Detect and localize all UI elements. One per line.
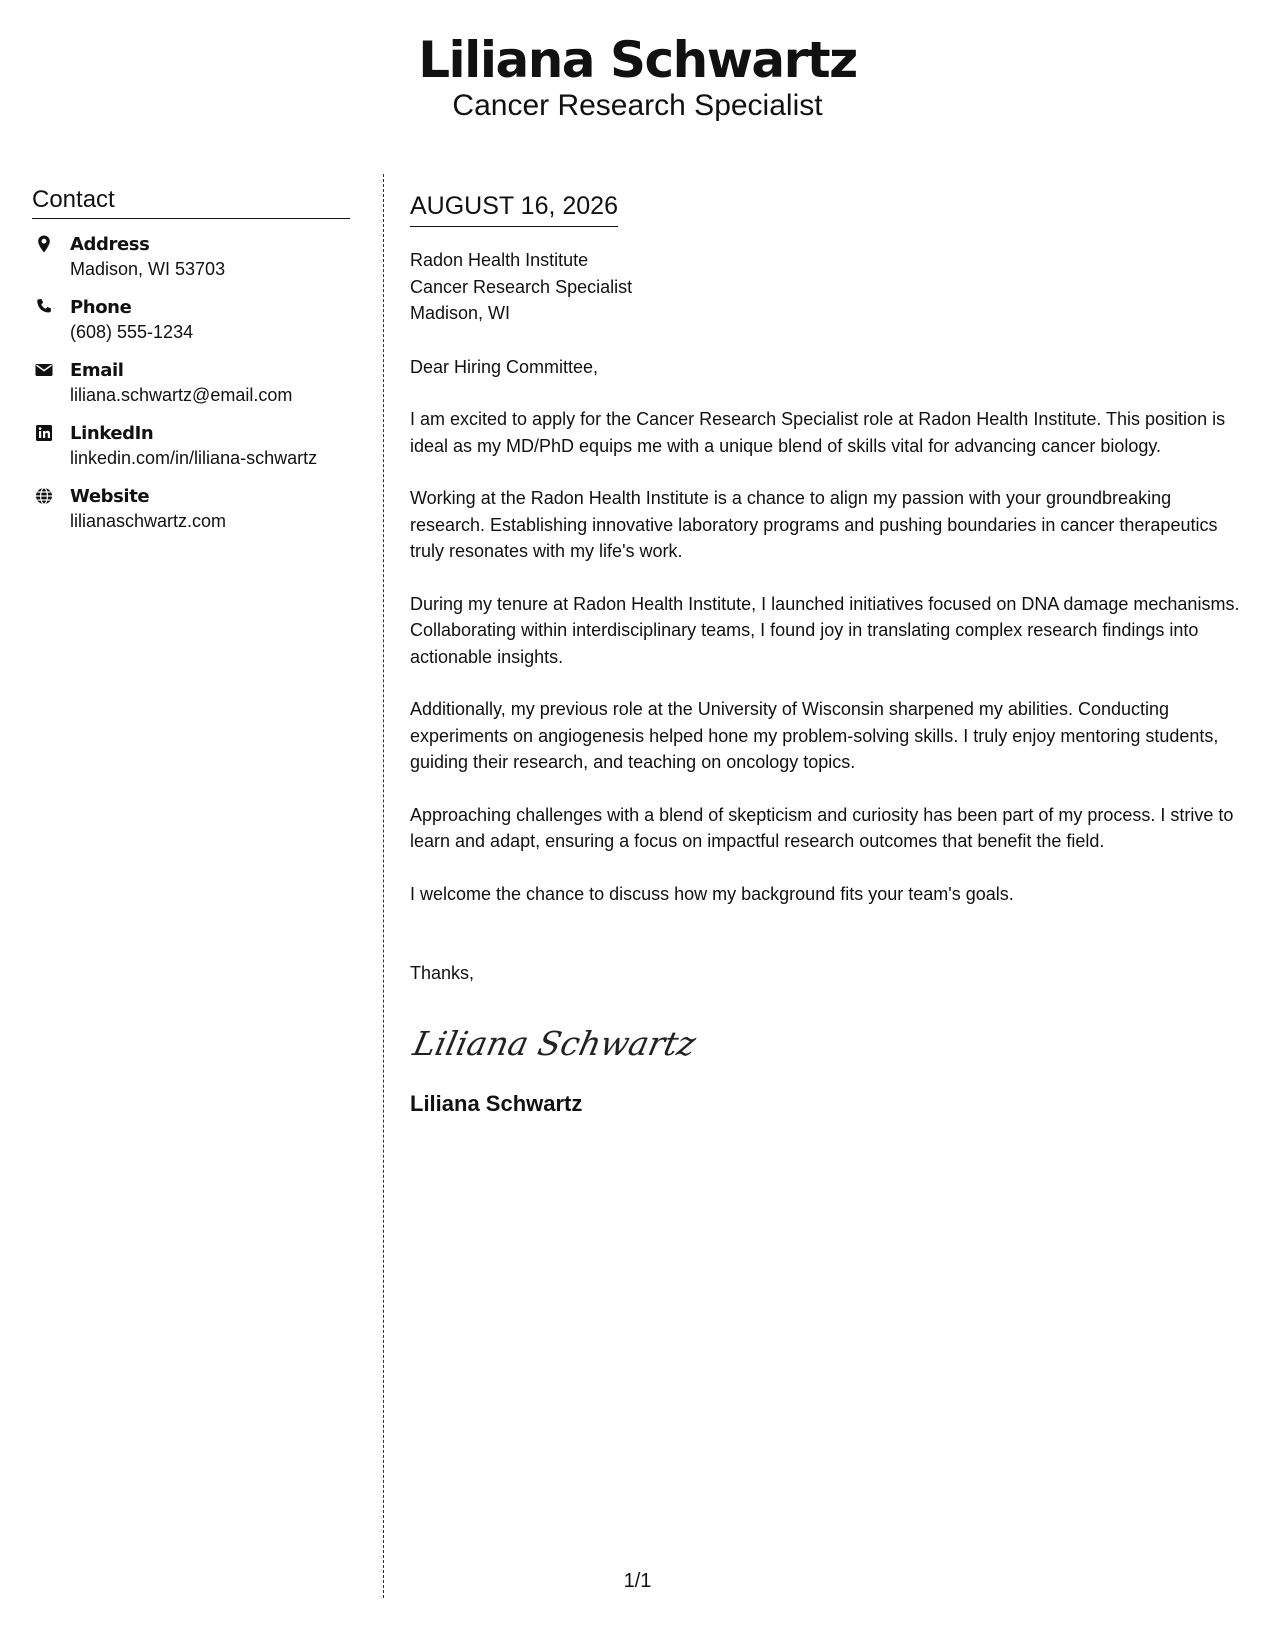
- letter-paragraph: During my tenure at Radon Health Institute, I launched initiatives focused on DNA damage mechanisms. Collaborating within interdisciplinary teams, I found joy in translating complex research findings into actionable insights.: [410, 593, 1240, 667]
- contact-item-linkedin: [32, 422, 350, 471]
- contact-label: Email: [70, 359, 124, 381]
- contact-sidebar: [32, 186, 350, 534]
- contact-heading: Contact: [32, 186, 350, 219]
- recipient-company: Radon Health Institute: [410, 250, 589, 270]
- handwritten-signature: [410, 1015, 1250, 1071]
- salutation: Dear Hiring Committee,: [410, 356, 599, 377]
- phone-icon: [34, 297, 54, 317]
- letter-paragraph: Additionally, my previous role at the University of Wisconsin sharpened my abilities. Conducting experiments on angiogenesis helped hone my problem-solving skills. I truly enjoy mentoring students, guiding their research, and teaching on oncology topics.: [410, 699, 1219, 772]
- envelope-icon: [34, 360, 54, 380]
- page-number: 1/1: [623, 1570, 652, 1592]
- contact-item-address: [32, 233, 350, 282]
- recipient-block: [410, 247, 1250, 327]
- letter-paragraph: Working at the Radon Health Institute is a chance to align my passion with your groundbreaking research. Establishing innovative laboratory programs and pushing boundaries in cancer therapeutics truly resonates with my life's work.: [410, 488, 1218, 561]
- contact-label: Website: [70, 485, 150, 507]
- contact-label: Address: [70, 233, 150, 255]
- contact-item-phone: [32, 296, 350, 345]
- signature-text: Liliana Schwartz: [409, 1023, 700, 1063]
- document-header: [0, 28, 1275, 122]
- contact-label: LinkedIn: [70, 422, 154, 444]
- recipient-position: Cancer Research Specialist: [410, 276, 633, 297]
- applicant-role: Cancer Research Specialist: [452, 89, 823, 122]
- email-value: liliana.schwartz@email.com: [70, 384, 293, 405]
- column-divider: [383, 174, 384, 1598]
- letter-paragraph: Approaching challenges with a blend of skepticism and curiosity has been part of my process. I strive to learn and adapt, ensuring a focus on impactful research outcomes that benefit the field.: [410, 804, 1234, 851]
- linkedin-icon: [34, 423, 54, 443]
- letter-date: AUGUST 16, 2026: [410, 190, 618, 227]
- signer-name: Liliana Schwartz: [410, 1090, 583, 1116]
- phone-value: (608) 555-1234: [70, 321, 194, 342]
- letter-paragraph: I am excited to apply for the Cancer Research Specialist role at Radon Health Institute. This position is ideal as my MD/PhD equips me with a unique blend of skills vital for advancing cancer biology.: [410, 409, 1226, 456]
- contact-label: Phone: [70, 296, 132, 318]
- letter-paragraph: I welcome the chance to discuss how my background fits your team's goals.: [410, 883, 1014, 904]
- contact-item-email: [32, 359, 350, 408]
- website-value: lilianaschwartz.com: [70, 510, 227, 531]
- letter-body: [410, 190, 1250, 1119]
- applicant-name: Liliana Schwartz: [418, 31, 857, 89]
- contact-item-website: [32, 485, 350, 534]
- closing: Thanks,: [410, 963, 475, 983]
- linkedin-value: linkedin.com/in/liliana-schwartz: [70, 447, 318, 468]
- map-pin-icon: [34, 234, 54, 254]
- globe-icon: [34, 486, 54, 506]
- address-value: Madison, WI 53703: [70, 258, 226, 279]
- recipient-location: Madison, WI: [410, 303, 511, 323]
- contact-list: [32, 233, 350, 534]
